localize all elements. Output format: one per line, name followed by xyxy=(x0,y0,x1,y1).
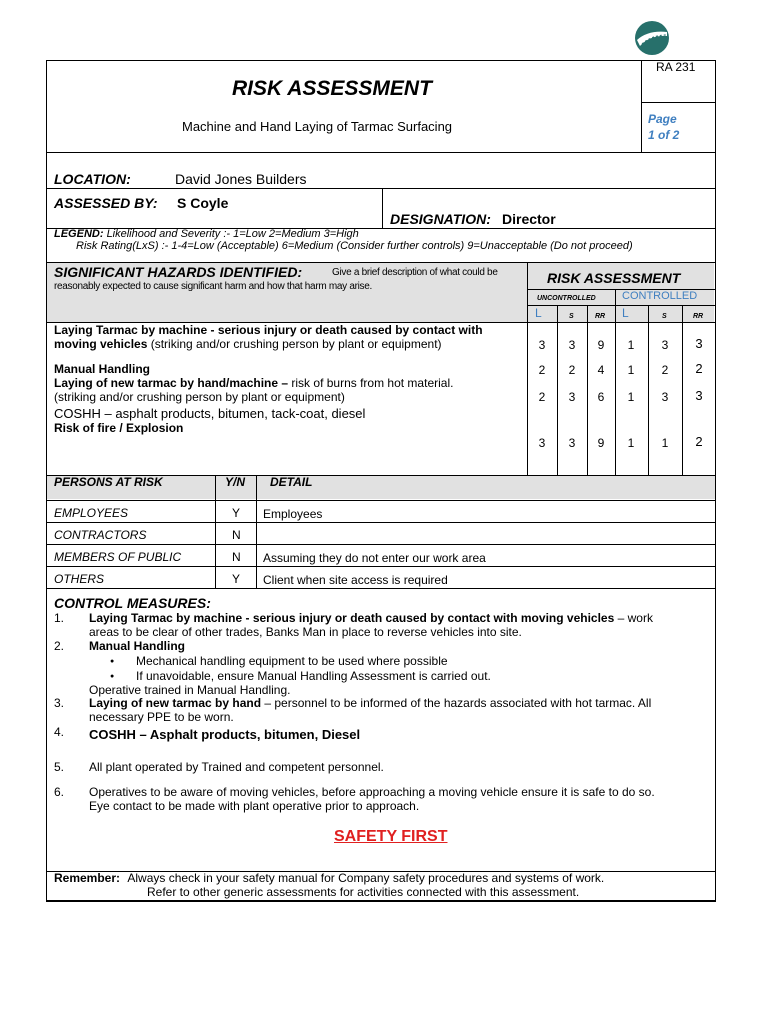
col-head-s2: S xyxy=(662,313,667,320)
col-head-s1: S xyxy=(569,313,574,320)
control-5: All plant operated by Trained and competent personnel. xyxy=(89,760,384,774)
control-1-rest: – work xyxy=(614,611,653,625)
control-6-number: 6. xyxy=(54,785,65,799)
rating-r4-crr: 2 xyxy=(695,434,703,449)
rating-r1-cl: 1 xyxy=(627,338,635,352)
footer-line-2: Refer to other generic assessments for activities connected with this assessment. xyxy=(147,885,580,899)
rating-r1-crr: 3 xyxy=(695,336,703,351)
rating-r3-cs: 3 xyxy=(661,390,669,404)
rating-r2-rr: 4 xyxy=(597,363,605,377)
rating-r4-s: 3 xyxy=(568,436,576,450)
col-head-rr1: RR xyxy=(595,313,606,320)
persons-header-label: PERSONS AT RISK xyxy=(54,475,163,489)
hazard-1-rest: (striking and/or crushing person by plant or equipment) xyxy=(147,337,442,351)
rating-r2-s: 2 xyxy=(568,363,576,377)
hazard-1-bold: moving vehicles xyxy=(54,337,148,351)
hazards-header-desc-1: Give a brief description of what could be xyxy=(332,267,498,278)
rating-r1-s: 3 xyxy=(568,338,576,352)
page-title: RISK ASSESSMENT xyxy=(232,77,432,100)
rating-r2-cs: 2 xyxy=(661,363,669,377)
rating-r2-cl: 1 xyxy=(627,363,635,377)
page-number: 1 of 2 xyxy=(648,128,680,142)
control-2-bullet-1: ● Mechanical handling equipment to be used where possible xyxy=(136,655,448,669)
hazard-2: Manual Handling xyxy=(54,362,150,376)
persons-row-4-detail: Client when site access is required xyxy=(263,573,448,587)
control-2-title: Manual Handling xyxy=(89,639,185,653)
hazard-1-line-2 xyxy=(54,338,442,352)
designation-value: Director xyxy=(502,211,556,227)
control-3-line-1 xyxy=(89,697,651,711)
hazards-header-label: SIGNIFICANT HAZARDS IDENTIFIED: xyxy=(54,264,303,280)
rating-r2-crr: 2 xyxy=(695,361,703,376)
hazard-3-bold: Laying of new tarmac by hand/machine – xyxy=(54,376,289,390)
persons-row-3-detail: Assuming they do not enter our work area xyxy=(263,551,486,565)
rating-r3-l: 2 xyxy=(538,390,546,404)
control-1-number: 1. xyxy=(54,611,65,625)
rating-r2-l: 2 xyxy=(538,363,546,377)
control-2-line-3: Operative trained in Manual Handling. xyxy=(89,683,291,697)
col-head-rr2: RR xyxy=(693,313,704,320)
controlled-label: CONTROLLED xyxy=(622,290,698,302)
hazard-5: Risk of fire / Explosion xyxy=(54,421,184,435)
control-4: COSHH – Asphalt products, bitumen, Diesel xyxy=(89,727,361,742)
assessed-label: ASSESSED BY: xyxy=(54,195,158,211)
hazards-header-desc-2: reasonably expected to cause significant harm and how that harm may arise. xyxy=(54,281,372,292)
page-label: Page xyxy=(648,112,677,126)
footer-line-1 xyxy=(54,872,604,886)
control-1-bold: Laying Tarmac by machine - serious injury or death caused by contact with moving vehicles xyxy=(89,611,615,625)
persons-header-yn: Y/N xyxy=(225,475,246,489)
control-4-number: 4. xyxy=(54,725,65,739)
persons-row-1-name: EMPLOYEES xyxy=(54,506,129,520)
risk-assessment-title: RISK ASSESSMENT xyxy=(547,270,681,286)
road-logo-icon xyxy=(634,20,670,56)
legend-line-1 xyxy=(54,228,359,241)
control-measures-title: CONTROL MEASURES: xyxy=(54,595,211,611)
safety-first-banner: SAFETY FIRST xyxy=(334,828,448,845)
hazard-3-line-1 xyxy=(54,377,453,391)
footer-label: Remember: xyxy=(54,871,121,885)
rating-r3-cl: 1 xyxy=(627,390,635,404)
rating-r4-cl: 1 xyxy=(627,436,635,450)
hazard-3-line-2: (striking and/or crushing person by plant or equipment) xyxy=(54,390,345,404)
control-3-number: 3. xyxy=(54,696,65,710)
hazard-3-rest: risk of burns from hot material. xyxy=(288,376,454,390)
legend-severity-text: Likelihood and Severity :- 1=Low 2=Medium 3=High xyxy=(106,228,359,240)
control-1-line-2: areas to be clear of other trades, Banks Man in place to reverse vehicles into site. xyxy=(89,625,522,639)
persons-row-3-name: MEMBERS OF PUBLIC xyxy=(54,550,182,564)
uncontrolled-label: UNCONTROLLED xyxy=(537,295,596,302)
persons-header-detail: DETAIL xyxy=(270,475,313,489)
legend-label: LEGEND: xyxy=(54,228,104,240)
legend-line-2: Risk Rating(LxS) :- 1-4=Low (Acceptable) 6=Medium (Consider further controls) 9=Unacceptable (Do not proceed) xyxy=(76,240,633,252)
control-2-number: 2. xyxy=(54,639,65,653)
persons-row-2-name: CONTRACTORS xyxy=(54,528,147,542)
rating-r1-cs: 3 xyxy=(661,338,669,352)
location-label: LOCATION: xyxy=(54,171,131,187)
rating-r3-s: 3 xyxy=(568,390,576,404)
designation-label: DESIGNATION: xyxy=(390,211,491,227)
control-6-line-2: Eye contact to be made with plant operative prior to approach. xyxy=(89,799,420,813)
footer-text-1: Always check in your safety manual for Company safety procedures and systems of work. xyxy=(127,871,605,885)
company-logo xyxy=(634,20,670,56)
location-value: David Jones Builders xyxy=(175,171,307,187)
page-subtitle: Machine and Hand Laying of Tarmac Surfacing xyxy=(182,119,453,134)
control-6-line-1: Operatives to be aware of moving vehicles, before approaching a moving vehicle ensure it is safe to do so. xyxy=(89,785,655,799)
persons-row-4-yn: Y xyxy=(232,572,241,586)
control-5-number: 5. xyxy=(54,760,65,774)
persons-row-3-yn: N xyxy=(232,550,241,564)
rating-r3-crr: 3 xyxy=(695,388,703,403)
control-3-bold: Laying of new tarmac by hand xyxy=(89,696,262,710)
control-2-bullet-2: ● If unavoidable, ensure Manual Handling Assessment is carried out. xyxy=(136,670,491,684)
control-1-line-1 xyxy=(89,612,653,626)
col-head-l2: L xyxy=(622,306,629,320)
rating-r3-rr: 6 xyxy=(597,390,605,404)
persons-row-1-detail: Employees xyxy=(263,507,323,521)
assessed-value: S Coyle xyxy=(177,195,229,211)
persons-row-2-yn: N xyxy=(232,528,241,542)
persons-row-1-yn: Y xyxy=(232,506,241,520)
rating-r1-l: 3 xyxy=(538,338,546,352)
control-3-line-2: necessary PPE to be worn. xyxy=(89,710,234,724)
rating-r4-l: 3 xyxy=(538,436,546,450)
rating-r1-rr: 9 xyxy=(597,338,605,352)
doc-code: RA 231 xyxy=(656,60,696,74)
rating-r4-rr: 9 xyxy=(597,436,605,450)
persons-row-4-name: OTHERS xyxy=(54,572,105,586)
hazard-1-line-1: Laying Tarmac by machine - serious injury or death caused by contact with xyxy=(54,323,483,337)
control-3-rest: – personnel to be informed of the hazards associated with hot tarmac. All xyxy=(261,696,652,710)
col-head-l1: L xyxy=(535,306,542,320)
hazard-4: COSHH – asphalt products, bitumen, tack-coat, diesel xyxy=(54,406,366,421)
rating-r4-cs: 1 xyxy=(661,436,669,450)
